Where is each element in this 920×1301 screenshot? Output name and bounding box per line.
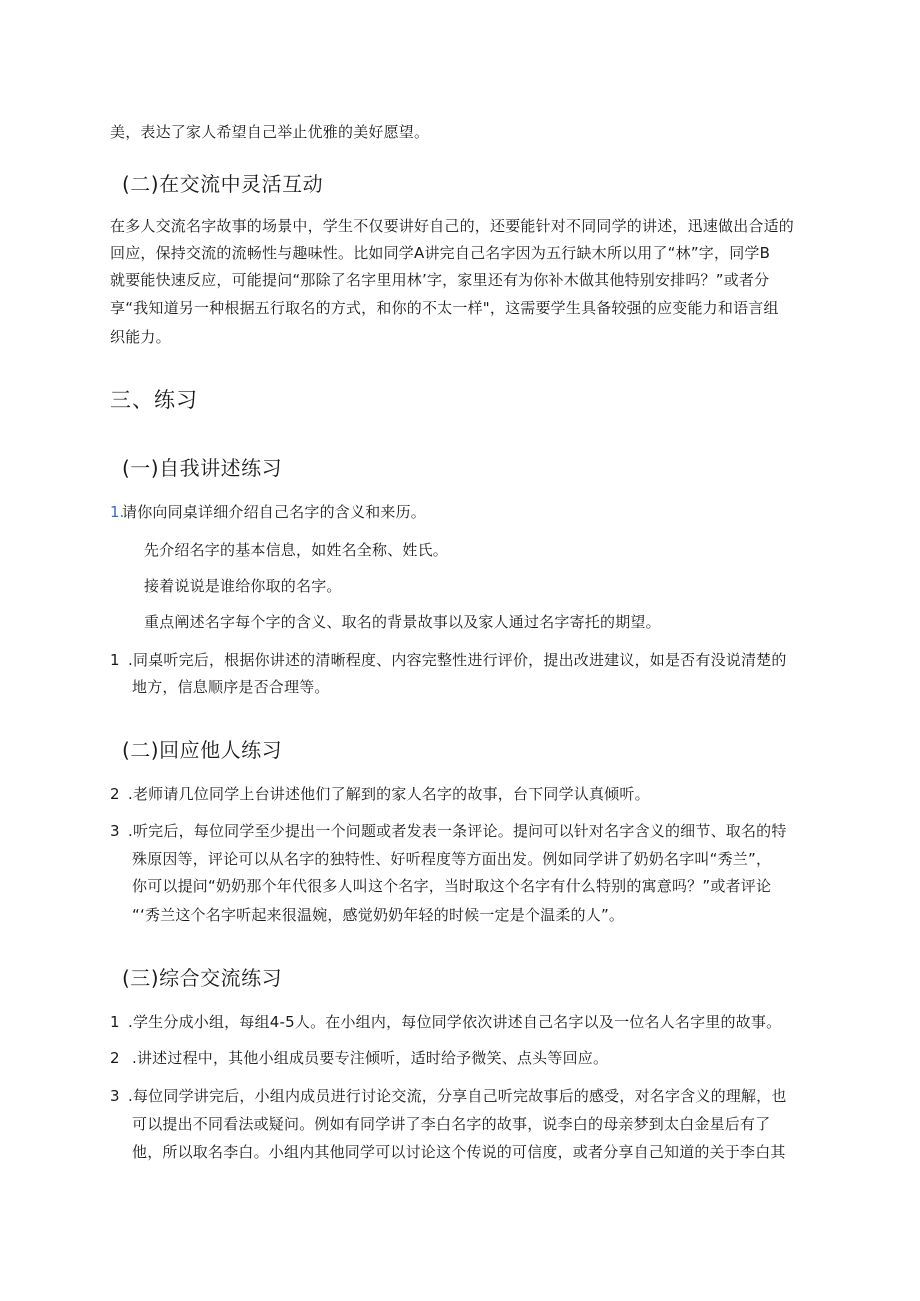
interact-paragraph-line: 织能力。 xyxy=(110,328,171,346)
interact-paragraph-line: 在多人交流名字故事的场景中，学生不仅要讲好自己的，还要能针对不同同学的讲述，迅速做出合适的 xyxy=(110,217,795,235)
list-item-text: 可以提出不同看法或疑问。例如有同学讲了李白名字的故事，说李白的母亲梦到太白金星后有了 xyxy=(132,1115,771,1133)
list-number: 1 xyxy=(110,651,120,669)
section-heading-practice: 三、练习 xyxy=(110,388,198,412)
sub-list-item: 先介绍名字的基本信息，如姓名全称、姓氏。 xyxy=(144,541,449,559)
subsection-heading-self: (一)自我讲述练习 xyxy=(122,456,283,480)
list-item-text: 请你向同桌详细介绍自己名字的含义和来历。 xyxy=(122,503,427,521)
list-item-text: .学生分成小组，每组4-5人。在小组内，每位同学依次讲述自己名字以及一位名人名字里的故事。 xyxy=(128,1013,782,1031)
section-heading-interact: (二)在交流中灵活互动 xyxy=(122,172,324,196)
list-item-text: “‘秀兰这个名字听起来很温婉，感觉奶奶年轻的时候一定是个温柔的人”。 xyxy=(132,906,625,924)
list-item-text: .每位同学讲完后，小组内成员进行讨论交流，分享自己听完故事后的感受，对名字含义的理解，也 xyxy=(128,1087,787,1105)
subsection-heading-comprehensive: (三)综合交流练习 xyxy=(122,966,283,990)
list-item-text: .老师请几位同学上台讲述他们了解到的家人名字的故事，台下同学认真倾听。 xyxy=(128,785,650,803)
sub-list-item: 重点阐述名字每个字的含义、取名的背景故事以及家人通过名字寄托的期望。 xyxy=(144,613,661,631)
interact-paragraph-line: 就要能快速反应，可能提问“那除了名字里用林’字，家里还有为你补木做其他特别安排吗？”或者分 xyxy=(110,271,770,289)
subsection-heading-respond: (二)回应他人练习 xyxy=(122,738,283,762)
list-number: 1. xyxy=(110,503,125,521)
list-number: 2 xyxy=(110,785,120,803)
list-item-text: .讲述过程中，其他小组成员要专注倾听，适时给予微笑、点头等回应。 xyxy=(132,1049,609,1067)
sub-list-item: 接着说说是谁给你取的名字。 xyxy=(144,577,342,595)
interact-paragraph-line: 回应，保持交流的流畅性与趣味性。比如同学A讲完自己名字因为五行缺木所以用了“林”字，同学B xyxy=(110,244,771,262)
list-item-text: .同桌听完后，根据你讲述的清晰程度、内容完整性进行评价，提出改进建议，如是否有没说清楚的 xyxy=(128,651,787,669)
list-number: 3 xyxy=(110,822,120,840)
list-item-text: 殊原因等，评论可以从名字的独特性、好听程度等方面出发。例如同学讲了奶奶名字叫“秀兰”， xyxy=(132,850,772,868)
list-item-text: 地方，信息顺序是否合理等。 xyxy=(132,678,330,696)
list-number: 3 xyxy=(110,1087,120,1105)
list-item-text: 他，所以取名李白。小组内其他同学可以讨论这个传说的可信度，或者分享自己知道的关于李白其 xyxy=(132,1143,786,1161)
list-item-text: 你可以提问“奶奶那个年代很多人叫这个名字，当时取这个名字有什么特别的寓意吗？”或者评论 xyxy=(132,877,772,895)
intro-paragraph-tail: 美，表达了家人希望自己举止优雅的美好愿望。 xyxy=(110,123,430,141)
list-number: 1 xyxy=(110,1013,120,1031)
list-number: 2 xyxy=(110,1049,120,1067)
list-item-text: .听完后，每位同学至少提出一个问题或者发表一条评论。提问可以针对名字含义的细节、取名的特 xyxy=(128,822,787,840)
interact-paragraph-line: 享“我知道另一种根据五行取名的方式，和你的不太一样"，这需要学生具备较强的应变能力和语言组 xyxy=(110,299,779,317)
